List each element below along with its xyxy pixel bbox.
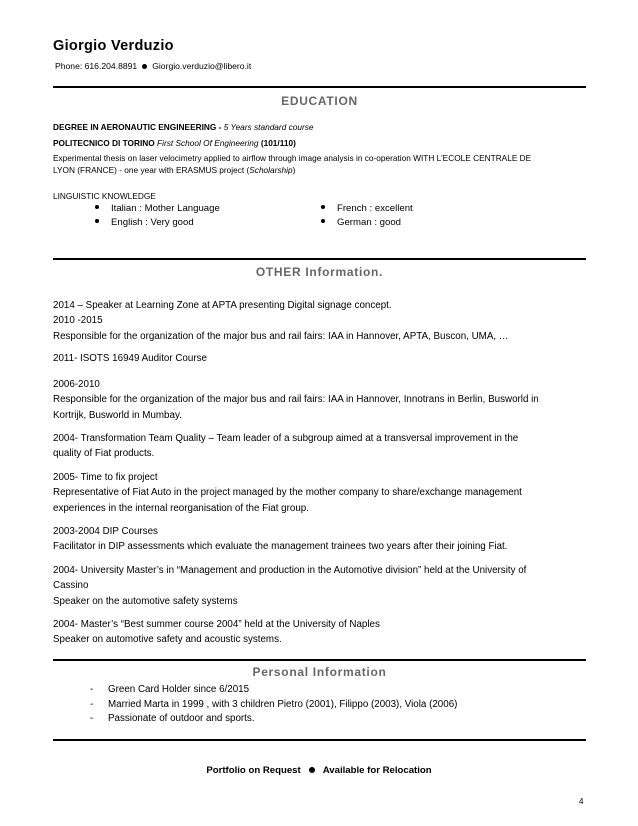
- section-divider: [53, 739, 586, 741]
- degree-note: 5 Years standard course: [223, 122, 314, 132]
- language-label: German : good: [337, 217, 401, 228]
- candidate-name: Giorgio Verduzio: [53, 38, 174, 54]
- entry-line: 2006-2010: [53, 379, 100, 390]
- other-info-entry: [53, 298, 583, 344]
- thesis-line-1: Experimental thesis on laser velocimetry applied to airflow through image analysis in co-operation WITH L’ECOLE CENTRALE DE: [53, 153, 532, 163]
- school-grade: (101/110): [260, 138, 296, 148]
- page-number: 4: [579, 797, 584, 806]
- thesis-line-2: [53, 165, 295, 175]
- entry-line: experiences in the internal reorganisation of the Fiat group.: [53, 502, 309, 514]
- language-header: LINGUISTIC KNOWLEDGE: [53, 191, 156, 201]
- contact-line: [55, 61, 251, 71]
- language-item: [321, 217, 401, 228]
- entry-line: 2011- ISOTS 16949 Auditor Course: [53, 353, 207, 364]
- entry-line: Speaker on the automotive safety systems: [53, 595, 238, 607]
- list-item-text: Green Card Holder since 6/2015: [108, 684, 250, 695]
- list-item: [90, 698, 457, 713]
- other-info-entry: [53, 351, 583, 366]
- other-info-entry: [53, 377, 583, 423]
- footer-portfolio: Portfolio on Request: [206, 765, 301, 776]
- thesis-text: LYON (FRANCE) - one year with ERASMUS project (: [53, 165, 250, 175]
- bullet-icon: [321, 205, 325, 209]
- dash-bullet: -: [90, 713, 94, 724]
- other-info-title: OTHER Information.: [255, 265, 384, 279]
- phone-number: Phone: 616.204.8891: [55, 61, 138, 71]
- other-info-entry: [53, 617, 583, 648]
- dash-bullet: -: [90, 698, 94, 710]
- degree-name: DEGREE IN AERONAUTIC ENGINEERING: [53, 122, 217, 132]
- language-label: Italian : Mother Language: [111, 203, 220, 214]
- entry-line: 2004- Master’s “Best summer course 2004” held at the University of Naples: [53, 619, 380, 630]
- list-item: [90, 712, 457, 727]
- entry-line: 2004- Transformation Team Quality – Team leader of a subgroup aimed at a transversal improvement in the: [53, 433, 519, 444]
- school-faculty: First School Of Engineering: [157, 138, 259, 148]
- language-item: [321, 203, 413, 214]
- entry-line: Responsible for the organization of the major bus and rail fairs: IAA in Hannover, APTA, Buscon, UMA, …: [53, 330, 509, 342]
- entry-line: Speaker on automotive safety and acoustic systems.: [53, 634, 282, 646]
- entry-line: Kortrijk, Busworld in Mumbay.: [53, 409, 182, 421]
- entry-line: 2004- University Master’s in “Management and production in the Automotive division” held at the University of: [53, 565, 527, 576]
- other-info-entry: [53, 524, 583, 555]
- separator-dot-icon: [309, 767, 315, 773]
- entry-line: Facilitator in DIP assessments which evaluate the management trainees two years after their joining Fiat.: [53, 541, 508, 553]
- degree-line: [53, 122, 314, 132]
- language-item: [95, 217, 194, 228]
- other-info-entry: [53, 431, 583, 462]
- list-item: [90, 683, 457, 698]
- bullet-icon: [95, 219, 99, 223]
- entry-line: 2014 – Speaker at Learning Zone at APTA presenting Digital signage concept.: [53, 300, 392, 311]
- entry-line: 2005- Time to fix project: [53, 472, 158, 483]
- entry-line: Cassino: [53, 580, 89, 592]
- email-address: Giorgio.verduzio@libero.it: [152, 61, 252, 71]
- language-item: [95, 203, 220, 214]
- school-line: [53, 138, 296, 148]
- footer-relocation: Available for Relocation: [322, 765, 432, 776]
- personal-info-title: Personal Information: [252, 665, 387, 679]
- entry-line: Representative of Fiat Auto in the project managed by the mother company to share/exchange management: [53, 487, 522, 499]
- language-label: English : Very good: [111, 217, 194, 228]
- thesis-scholarship: Scholarship: [249, 165, 293, 175]
- bullet-icon: [95, 205, 99, 209]
- entry-line: 2003-2004 DIP Courses: [53, 526, 158, 537]
- footer-note: [0, 765, 638, 776]
- section-divider: [53, 86, 586, 88]
- entry-line: 2010 -2015: [53, 315, 103, 327]
- section-divider: [53, 659, 586, 661]
- personal-info-list: [90, 683, 457, 727]
- language-label: French : excellent: [337, 203, 413, 214]
- separator-dot-icon: [142, 64, 147, 69]
- degree-separator: -: [216, 122, 224, 132]
- section-divider: [53, 258, 586, 260]
- thesis-close-paren: ): [292, 165, 296, 175]
- list-item-text: Married Marta in 1999 , with 3 children Pietro (2001), Filippo (2003), Viola (2006): [108, 698, 458, 710]
- education-title: EDUCATION: [281, 94, 358, 108]
- dash-bullet: -: [90, 684, 94, 695]
- entry-line: Responsible for the organization of the major bus and rail fairs: IAA in Hannover, Innotrans in Berlin, Busworld in: [53, 394, 539, 406]
- school-name: POLITECNICO DI TORINO: [53, 138, 155, 148]
- list-item-text: Passionate of outdoor and sports.: [108, 713, 255, 724]
- other-info-entry: [53, 563, 583, 609]
- entry-line: quality of Fiat products.: [53, 448, 155, 460]
- other-info-entry: [53, 470, 583, 516]
- bullet-icon: [321, 219, 325, 223]
